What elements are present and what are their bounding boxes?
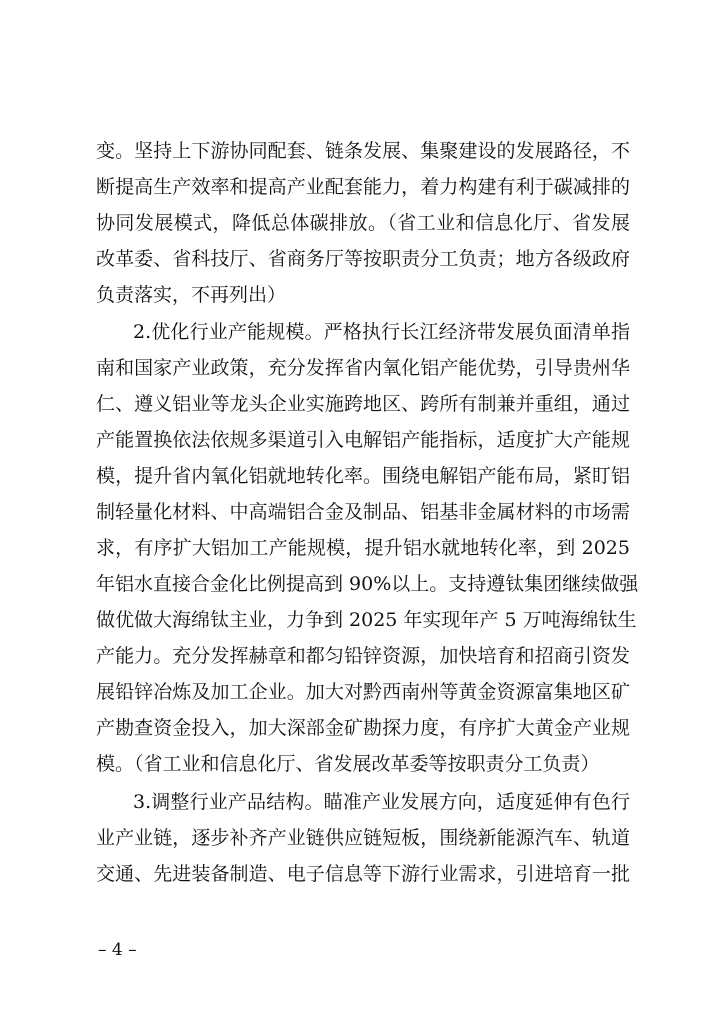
- body-text-line: 断提高生产效率和提高产业配套能力，着力构建有利于碳减排的: [96, 176, 630, 198]
- body-text-line: 产能置换依法依规多渠道引入电解铝产能指标，适度扩大产能规: [96, 429, 630, 451]
- body-text-line: 产能力。充分发挥赫章和都匀铅锌资源，加快培育和招商引资发: [96, 645, 630, 667]
- body-text-line: 改革委、省科技厅、省商务厅等按职责分工负责；地方各级政府: [96, 248, 630, 270]
- body-text-line: 制轻量化材料、中高端铝合金及制品、铝基非金属材料的市场需: [96, 501, 630, 523]
- body-text-line: 产勘查资金投入，加大深部金矿勘探力度，有序扩大黄金产业规: [96, 717, 630, 739]
- body-text-line: 年铝水直接合金化比例提高到 90%以上。支持遵钛集团继续做强: [96, 573, 639, 595]
- body-text-line: 仁、遵义铝业等龙头企业实施跨地区、跨所有制兼并重组，通过: [96, 393, 630, 415]
- body-text-line: 南和国家产业政策，充分发挥省内氧化铝产能优势，引导贵州华: [96, 357, 630, 379]
- body-text-line: 展铅锌冶炼及加工企业。加大对黔西南州等黄金资源富集地区矿: [96, 681, 630, 703]
- body-text-line: 协同发展模式，降低总体碳排放。（省工业和信息化厅、省发展: [96, 212, 630, 234]
- body-text-line: 模，提升省内氧化铝就地转化率。围绕电解铝产能布局，紧盯铝: [96, 465, 630, 487]
- paragraph-heading-line: 2.优化行业产能规模。严格执行长江经济带发展负面清单指: [133, 321, 630, 343]
- body-text-line: 交通、先进装备制造、电子信息等下游行业需求，引进培育一批: [96, 863, 630, 885]
- body-text-line: 变。坚持上下游协同配套、链条发展、集聚建设的发展路径，不: [96, 140, 630, 162]
- paragraph-heading-line: 3.调整行业产品结构。瞄准产业发展方向，适度延伸有色行: [133, 791, 630, 813]
- body-text-line: 业产业链，逐步补齐产业链供应链短板，围绕新能源汽车、轨道: [96, 827, 630, 849]
- body-text-line: 做优做大海绵钛主业，力争到 2025 年实现年产 5 万吨海绵钛生: [96, 609, 637, 631]
- page-number: – 4 –: [98, 940, 137, 960]
- body-text-line: 负责落实，不再列出）: [96, 284, 287, 306]
- body-text-line: 求，有序扩大铝加工产能规模，提升铝水就地转化率，到 2025: [96, 537, 630, 559]
- body-text-line: 模。（省工业和信息化厅、省发展改革委等按职责分工负责）: [96, 753, 600, 775]
